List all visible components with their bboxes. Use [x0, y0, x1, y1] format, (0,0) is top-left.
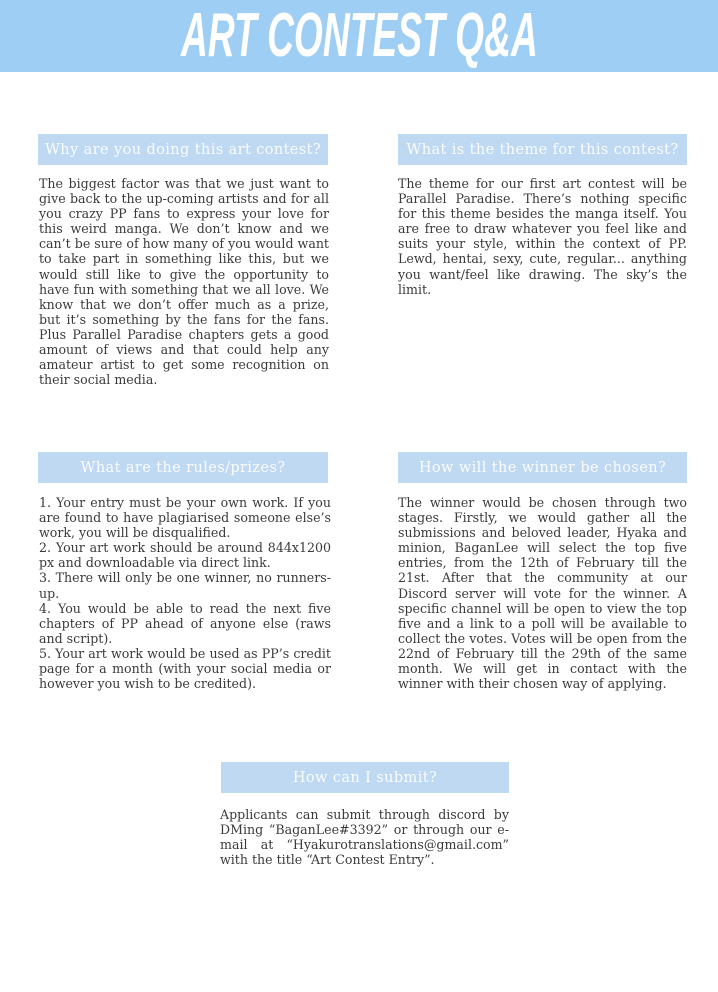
page-title: ART CONTEST Q&A — [180, 1, 538, 70]
answer-winner-chosen: The winner would be chosen through two stages. Firstly, we would gather all the submissions and beloved leader, Hyaka and minion, BaganLee will select the top five entries, from the 12th of February till the 21st. After that the community at our Discord server will vote for the winner. A specific channel will be open to view the top five and a link to a poll will be available to collect the votes. Votes will be open from the 22nd of February till the 29th of the same month. We will get in contact with the winner with their chosen way of applying. — [398, 495, 687, 692]
question-label-how-submit: How can I submit? — [292, 769, 438, 786]
rule-item-2: 2. Your art work should be around 844x1200 px and downloadable via direct link. — [39, 540, 331, 571]
question-label-rules-prizes: What are the rules/prizes? — [80, 459, 286, 476]
page-banner — [0, 0, 718, 72]
question-header-rules-prizes — [38, 452, 328, 483]
rule-item-4: 4. You would be able to read the next five chapters of PP ahead of anyone else (raws and script). — [39, 600, 331, 646]
question-header-why-contest — [38, 134, 328, 165]
question-header-theme — [398, 134, 687, 165]
question-label-why-contest: Why are you doing this art contest? — [44, 141, 322, 158]
question-label-theme: What is the theme for this contest? — [406, 141, 679, 158]
question-header-winner-chosen — [398, 452, 687, 483]
question-header-how-submit — [221, 762, 509, 793]
answer-how-submit: Applicants can submit through discord by DMing “BaganLee#3392” or through our e-mail at “Hyakurotranslations@gmail.com” with the title “Art Contest Entry”. — [220, 807, 509, 868]
rule-item-3: 3. There will only be one winner, no runners-up. — [39, 570, 331, 601]
answer-why-contest: The biggest factor was that we just want to give back to the up-coming artists and for all you crazy PP fans to express your love for this weird manga. We don’t know and we can’t be sure of how many of you would want to take part in something like this, but we would still like to give the opportunity to have fun with something that we all love. We know that we don’t offer much as a prize, but it’s something by the fans for the fans. Plus Parallel Paradise chapters gets a good amount of views and that could help any amateur artist to get some recognition on their social media. — [39, 176, 329, 388]
answer-theme: The theme for our first art contest will be Parallel Paradise. There’s nothing specific for this theme besides the manga itself. You are free to draw whatever you feel like and suits your style, within the context of PP. Lewd, hentai, sexy, cute, regular... anything you want/feel like drawing. The sky’s the limit. — [398, 176, 687, 297]
rule-item-1: 1. Your entry must be your own work. If you are found to have plagiarised someone else’s work, you will be disqualified. — [39, 495, 331, 541]
answer-rules-prizes — [39, 495, 331, 691]
question-label-winner-chosen: How will the winner be chosen? — [418, 459, 667, 476]
rule-item-5: 5. Your art work would be used as PP’s credit page for a month (with your social media or however you wish to be credited). — [39, 645, 331, 692]
